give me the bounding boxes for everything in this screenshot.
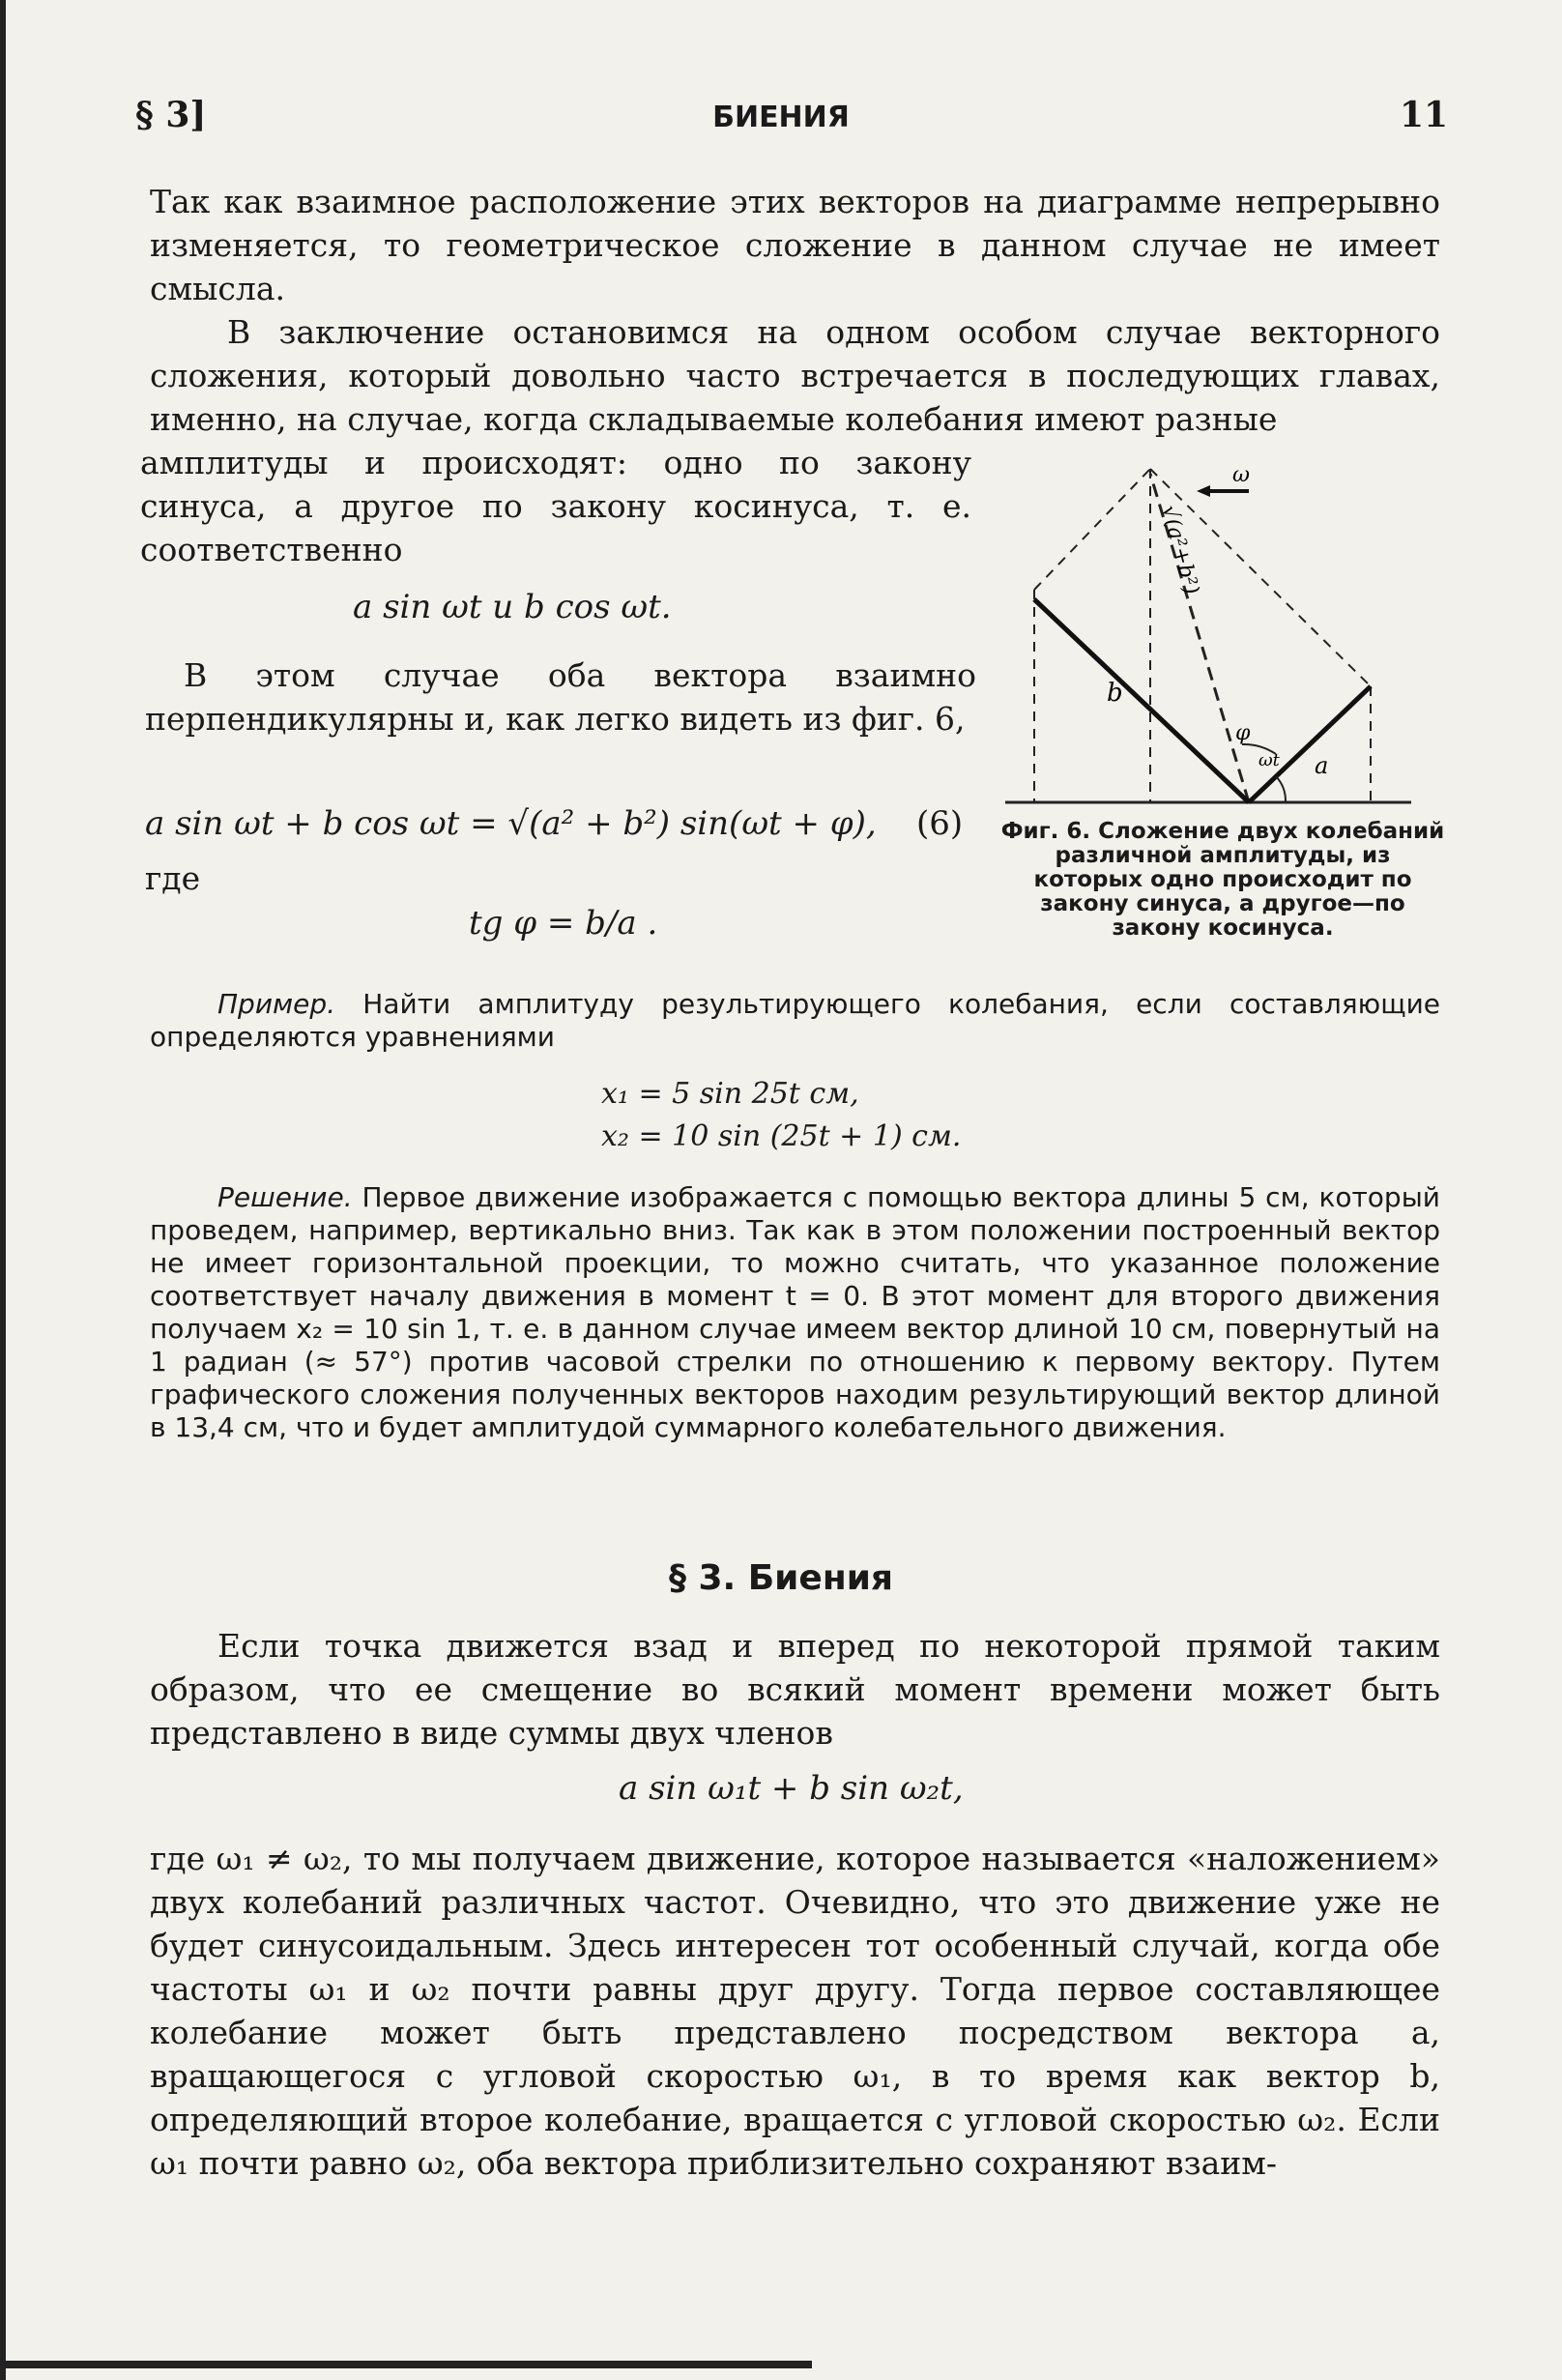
scan-edge [0, 0, 6, 2380]
vector-a [1249, 686, 1371, 802]
rotation-arrowhead [1197, 485, 1210, 497]
vector-b [1034, 599, 1249, 802]
label-omega: ω [1232, 463, 1250, 487]
angle-arc-omega-t [1276, 776, 1286, 802]
figure-6-diagram [996, 454, 1440, 812]
dashed-upper-left [1034, 469, 1150, 590]
equation-6-number: (6) [916, 804, 964, 843]
label-sqrt: √(a²+b²) [1156, 503, 1203, 597]
label-omega-t: ωt [1258, 750, 1280, 770]
figure-caption: Фиг. 6. Сложение двух колебаний различной амплитуды, из которых одно происходит по закону синуса, а другое—по закону косинуса. [1000, 819, 1445, 941]
example-equation-1: x₁ = 5 sin 25t см, [601, 1077, 859, 1111]
equation-6: a sin ωt + b cos ωt = √(a² + b²) sin(ωt + φ), [145, 804, 877, 843]
label-phi: φ [1235, 721, 1251, 745]
example-equation-2: x₂ = 10 sin (25t + 1) см. [601, 1119, 962, 1153]
header-section: § 3] [135, 95, 207, 135]
example-text: Найти амплитуду результирующего колебания, если составляющие определяются уравнениями [150, 988, 1441, 1053]
section-title: § 3. Биения [668, 1558, 894, 1598]
section3-equation: a sin ω₁t + b sin ω₂t, [619, 1769, 964, 1808]
section3-paragraph-2: где ω₁ ≠ ω₂, то мы получаем движение, которое называется «наложением» двух колебаний различных частот. Очевидно, что это движение уже не будет синусоидальным. Здесь интересен тот особенный случай, когда обе частоты ω₁ и ω₂ почти равны друг другу. Тогда первое составляющее колебание может быть представлено посредством вектора a, вращающегося с угловой скоростью ω₁, в то время как вектор b, определяющий второе колебание, вращается с угловой скоростью ω₂. Если ω₁ почти равно ω₂, оба вектора приблизительно сохраняют взаим- [150, 1840, 1440, 2182]
example-label: Пример. [217, 988, 336, 1020]
label-b: b [1107, 679, 1123, 708]
paragraph-2: В заключение остановимся на одном особом случае векторного сложения, который довольно часто встречается в последующих главах, именно, на случае, когда складываемые колебания имеют разные [150, 313, 1440, 438]
paragraph-1: Так как взаимное расположение этих векторов на диаграмме непрерывно изменяется, то геометрическое сложение в данном случае не имеет смысла. [150, 183, 1440, 307]
solution-text: Первое движение изображается с помощью вектора длины 5 см, который проведем, например, вертикально вниз. Так как в этом положении построенный вектор не имеет горизонтальной проекции, то можно считать, что указанное положение соответствует началу движения в момент t = 0. В этот момент для второго движения получаем x₂ = 10 sin 1, т. е. в данном случае имеем вектор длиной 10 см, повернутый на 1 радиан (≈ 57°) против часовой стрелки по отношению к первому вектору. Путем графического сложения полученных векторов находим результирующий вектор длиной в 13,4 см, что и будет амплитудой суммарного колебательного движения. [150, 1181, 1440, 1443]
label-a: a [1315, 752, 1329, 779]
paragraph-2-continued: амплитуды и происходят: одно по закону синуса, а другое по закону косинуса, т. е. соответственно [140, 444, 971, 568]
equation-pair: a sin ωt и b cos ωt. [353, 588, 672, 626]
equation-tg: tg φ = b/a . [469, 904, 658, 943]
scan-bottom-edge [0, 2361, 812, 2368]
example-paragraph [150, 988, 1440, 1054]
solution-label: Решение. [217, 1181, 353, 1213]
where-label: где [145, 859, 201, 897]
paragraph-3: В этом случае оба вектора взаимно перпендикулярны и, как легко видеть из фиг. 6, [145, 656, 976, 738]
header-title: БИЕНИЯ [712, 101, 850, 134]
solution-paragraph [150, 1181, 1440, 1444]
page-number: 11 [1400, 95, 1449, 135]
section3-paragraph-1: Если точка движется взад и вперед по некоторой прямой таким образом, что ее смещение во всякий момент времени может быть представлено в виде суммы двух членов [150, 1627, 1440, 1752]
